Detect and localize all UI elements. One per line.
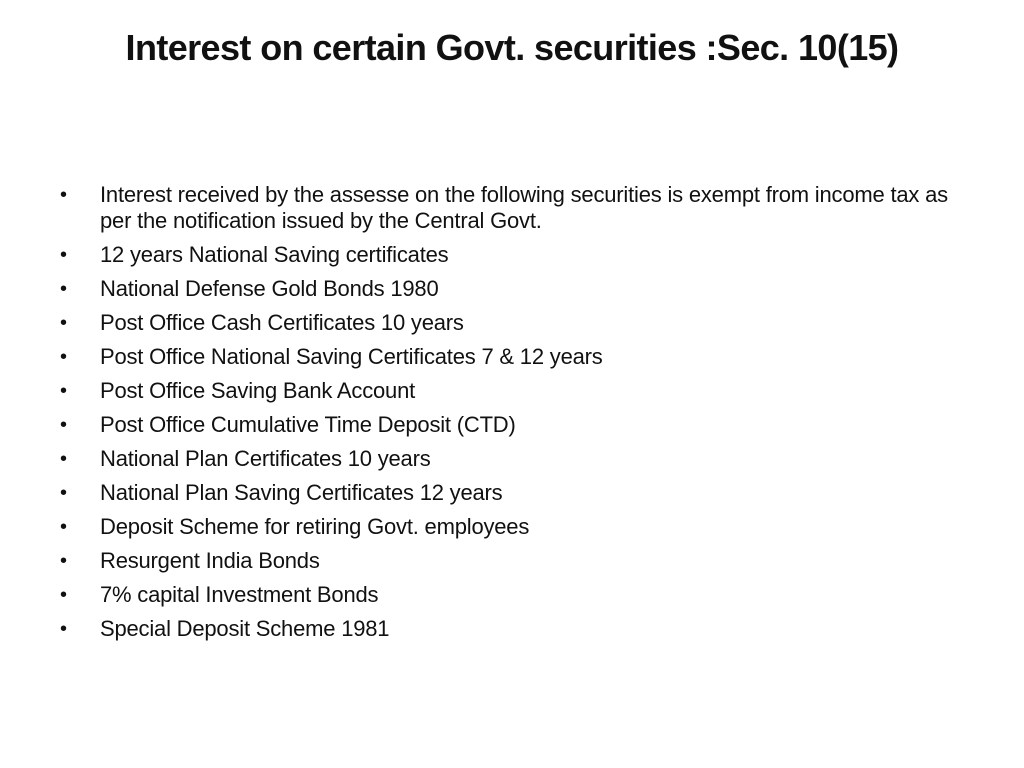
bullet-text: Deposit Scheme for retiring Govt. employees <box>100 514 530 539</box>
bullet-item <box>60 548 972 574</box>
bullet-marker: • <box>60 448 67 470</box>
bullet-text: Interest received by the assesse on the following securities is exempt from income tax as per the notification issued by the Central Govt. <box>100 182 948 233</box>
bullet-text: 12 years National Saving certificates <box>100 242 449 267</box>
bullet-item <box>60 182 972 234</box>
bullet-text: National Defense Gold Bonds 1980 <box>100 276 439 301</box>
bullet-marker: • <box>60 346 67 368</box>
bullet-item <box>60 412 972 438</box>
bullet-item <box>60 344 972 370</box>
bullet-item <box>60 480 972 506</box>
bullet-marker: • <box>60 550 67 572</box>
bullet-text: Post Office Saving Bank Account <box>100 378 416 403</box>
bullet-marker: • <box>60 414 67 436</box>
bullet-item <box>60 582 972 608</box>
bullet-marker: • <box>60 184 67 206</box>
bullet-marker: • <box>60 380 67 402</box>
bullet-marker: • <box>60 244 67 266</box>
bullet-marker: • <box>60 278 67 300</box>
bullet-text: Special Deposit Scheme 1981 <box>100 616 390 641</box>
slide-title: Interest on certain Govt. securities :Sec. 10(15) <box>125 27 899 68</box>
bullet-item <box>60 514 972 540</box>
bullet-marker: • <box>60 516 67 538</box>
bullet-item <box>60 446 972 472</box>
bullet-item <box>60 310 972 336</box>
bullet-text: Post Office Cumulative Time Deposit (CTD) <box>100 412 516 437</box>
bullet-item <box>60 378 972 404</box>
bullet-text: Post Office Cash Certificates 10 years <box>100 310 464 335</box>
bullet-text: 7% capital Investment Bonds <box>100 582 379 607</box>
bullet-marker: • <box>60 584 67 606</box>
bullet-text: Post Office National Saving Certificates 7 & 12 years <box>100 344 603 369</box>
bullet-marker: • <box>60 618 67 640</box>
bullet-text: National Plan Certificates 10 years <box>100 446 431 471</box>
bullet-item <box>60 276 972 302</box>
bullet-text: National Plan Saving Certificates 12 years <box>100 480 503 505</box>
bullet-marker: • <box>60 482 67 504</box>
bullet-text: Resurgent India Bonds <box>100 548 320 573</box>
bullet-marker: • <box>60 312 67 334</box>
bullet-item <box>60 242 972 268</box>
bullet-item <box>60 616 972 642</box>
bullet-list <box>60 182 972 650</box>
